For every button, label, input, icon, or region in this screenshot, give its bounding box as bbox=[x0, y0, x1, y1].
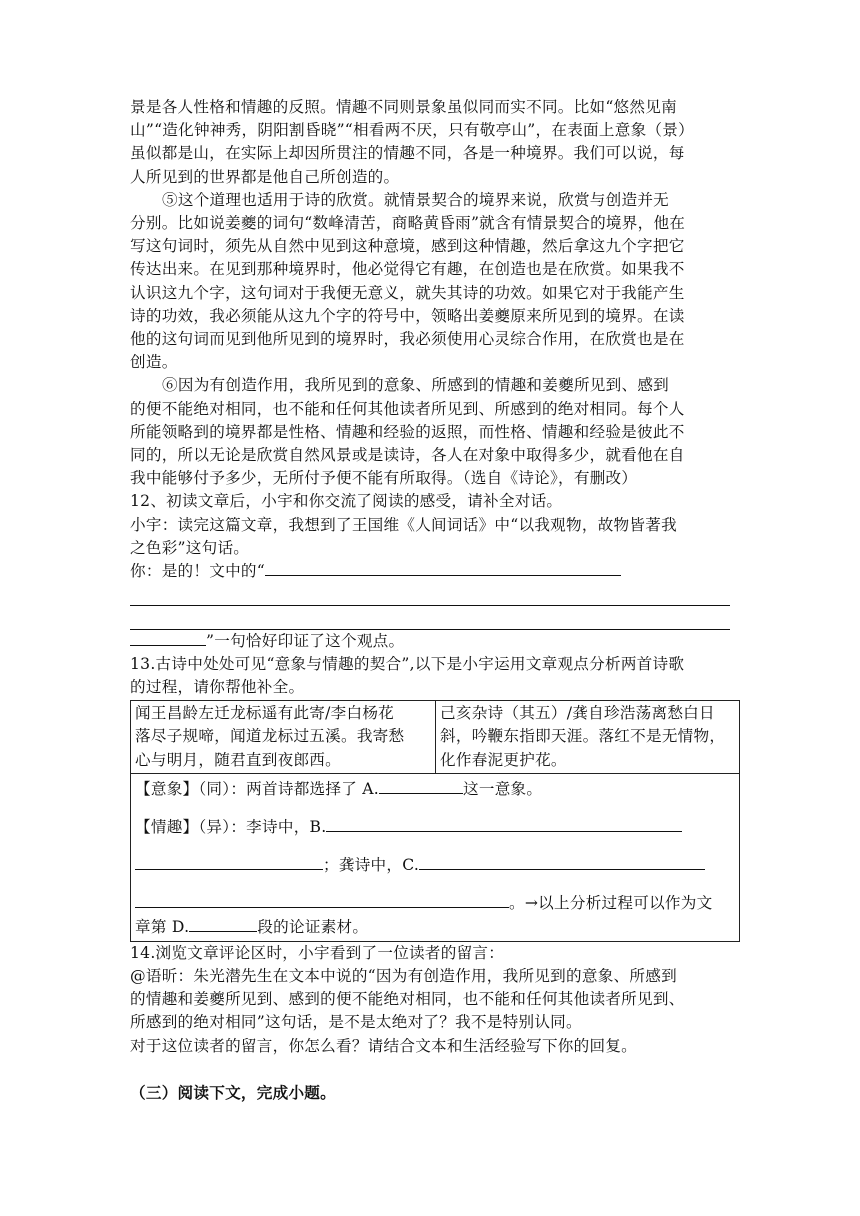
answer-line[interactable] bbox=[130, 583, 730, 606]
question-title: 12、初读文章后，小宇和你交流了阅读的感受，请补全对话。 bbox=[130, 492, 563, 511]
text-line: 我中能够付予多少，无所付予便不能有所取得。（选自《诗论》，有删改） bbox=[130, 469, 638, 488]
yixiang-suffix: 这一意象。 bbox=[463, 779, 543, 798]
text-line: 景是各人性格和情趣的反照。情趣不同则景象虽似同而实不同。比如“悠然见南 bbox=[130, 98, 677, 116]
text-line: 所能领略到的境界都是性格、情趣和经验的返照，而性格、情趣和经验是彼此不 bbox=[130, 422, 685, 441]
yixiang-text: （同）：两首诗都选择了 A. bbox=[198, 779, 379, 798]
poem-line: 己亥杂诗（其五）/龚自珍浩荡离愁白日 bbox=[440, 704, 715, 723]
paragraph-5 bbox=[130, 189, 730, 375]
analysis-conclusion-cont bbox=[135, 916, 735, 939]
question-12 bbox=[130, 490, 730, 652]
question-title: 13.古诗中处处可见“意象与情趣的契合”,以下是小宇运用文章观点分析两首诗歌 bbox=[130, 654, 685, 673]
poem-cell-li-bai bbox=[131, 701, 436, 774]
text-line: ⑤这个道理也适用于诗的欣赏。就情景契合的境界来说，欣赏与创造并无 bbox=[162, 190, 670, 209]
gong-text: ；龚诗中，C. bbox=[323, 856, 420, 875]
qingqu-label: 【情趣】 bbox=[135, 818, 199, 837]
question-13 bbox=[130, 653, 730, 942]
conclusion-end: 段的论证素材。 bbox=[257, 917, 369, 936]
text-line: 写这句词时，须先从自然中见到这种意境，感到这种情趣，然后拿这九个字把它 bbox=[130, 237, 685, 256]
poem-cell-gong-zizhen bbox=[436, 701, 740, 774]
poem-line: 斜，吟鞭东指即天涯。落红不是无情物， bbox=[440, 727, 726, 746]
text-line: ⑥因为有创造作用，我所见到的意象、所感到的情趣和姜夔所见到、感到 bbox=[162, 376, 670, 395]
document-page bbox=[130, 96, 730, 1104]
poem-line: 化作春泥更护花。 bbox=[440, 750, 567, 769]
comment-line: 所感到的绝对相同”这句话，是不是太绝对了？我不是特别认同。 bbox=[130, 1013, 582, 1032]
answer-blank-c[interactable] bbox=[419, 854, 705, 870]
dialogue-xiaoyu: 小宇：读完这篇文章，我想到了王国维《人间词话》中“以我观物，故物皆著我 bbox=[130, 515, 677, 534]
answer-blank-a[interactable] bbox=[379, 778, 463, 794]
dialogue-xiaoyu-cont: 之色彩”这句话。 bbox=[130, 538, 250, 557]
conclusion-prefix: 章第 D. bbox=[135, 917, 190, 936]
answer-blank[interactable] bbox=[265, 560, 621, 576]
analysis-conclusion bbox=[135, 892, 735, 915]
answer-blank-b-cont[interactable] bbox=[135, 854, 323, 870]
text-line: 分别。比如说姜夔的词句“数峰清苦，商略黄昏雨”就含有情景契合的境界，他在 bbox=[130, 214, 686, 233]
poem-line: 心与明月，随君直到夜郎西。 bbox=[135, 750, 341, 769]
question-14 bbox=[130, 942, 730, 1058]
text-line: 虽似都是山，在实际上却因所贯注的情趣不同，各是一种境界。我们可以说，每 bbox=[130, 144, 685, 163]
paragraph-4 bbox=[130, 96, 730, 189]
qingqu-text: （异）：李诗中，B. bbox=[198, 818, 327, 837]
text-line: 认识这九个字，这句词对于我便无意义，就失其诗的功效。如果它对于我能产生 bbox=[130, 283, 685, 302]
answer-blank-b[interactable] bbox=[326, 816, 682, 832]
poem-table bbox=[130, 700, 740, 942]
question-prompt: 对于这位读者的留言，你怎么看？请结合文本和生活经验写下你的回复。 bbox=[130, 1036, 638, 1055]
analysis-qingqu bbox=[135, 816, 735, 839]
analysis-cell bbox=[131, 773, 740, 941]
question-title-cont: 的过程，请你帮他补全。 bbox=[130, 678, 305, 697]
paragraph-6 bbox=[130, 374, 730, 490]
text-line: 传达出来。在见到那种境界时，他必觉得它有趣，在创造也是在欣赏。如果我不 bbox=[130, 260, 685, 279]
poem-line: 闻王昌龄左迁龙标遥有此寄/李白杨花 bbox=[135, 704, 395, 723]
answer-blank-d[interactable] bbox=[189, 916, 257, 932]
answer-blank[interactable] bbox=[130, 630, 206, 646]
section-heading: （三）阅读下文，完成小题。 bbox=[130, 1082, 336, 1102]
dialogue-you-prefix: 你：是的！文中的“ bbox=[130, 562, 265, 581]
answer-blank-c-cont[interactable] bbox=[135, 892, 509, 908]
dialogue-you bbox=[130, 560, 730, 583]
conclusion-suffix: 。→以上分析过程可以作为文 bbox=[509, 894, 713, 913]
text-line: 山”“造化钟神秀，阴阳割昏晓”“相看两不厌，只有敬亭山”，在表面上意象（景） bbox=[130, 121, 694, 140]
text-line: 人所见到的世界都是他自己所创造的。 bbox=[130, 167, 400, 186]
text-line: 创造。 bbox=[130, 353, 178, 372]
text-line: 诗的功效，我必须能从这九个字的符号中，领略出姜夔原来所见到的境界。在读 bbox=[130, 306, 685, 325]
dialogue-you-end bbox=[130, 630, 730, 653]
text-line: 他的这句词而见到他所见到的境界时，我必须使用心灵综合作用，在欣赏也是在 bbox=[130, 330, 685, 349]
yixiang-label: 【意象】 bbox=[135, 779, 199, 798]
poem-line: 落尽子规啼，闻道龙标过五溪。我寄愁 bbox=[135, 727, 405, 746]
text-line: 同的，所以无论是欣赏自然风景或是读诗，各人在对象中取得多少，就看他在自 bbox=[130, 446, 685, 465]
answer-line[interactable] bbox=[130, 606, 730, 629]
dialogue-you-suffix: ”一句恰好印证了这个观点。 bbox=[206, 631, 405, 650]
question-title: 14.浏览文章评论区时，小宇看到了一位读者的留言： bbox=[130, 943, 505, 962]
analysis-gong bbox=[135, 854, 735, 877]
text-line: 的便不能绝对相同，也不能和任何其他读者所见到、所感到的绝对相同。每个人 bbox=[130, 399, 685, 418]
comment-line: @语昕：朱光潜先生在文本中说的“因为有创造作用，我所见到的意象、所感到 bbox=[130, 967, 677, 986]
comment-line: 的情趣和姜夔所见到、感到的便不能绝对相同，也不能和任何其他读者所见到、 bbox=[130, 990, 685, 1009]
analysis-yixiang bbox=[135, 778, 735, 801]
